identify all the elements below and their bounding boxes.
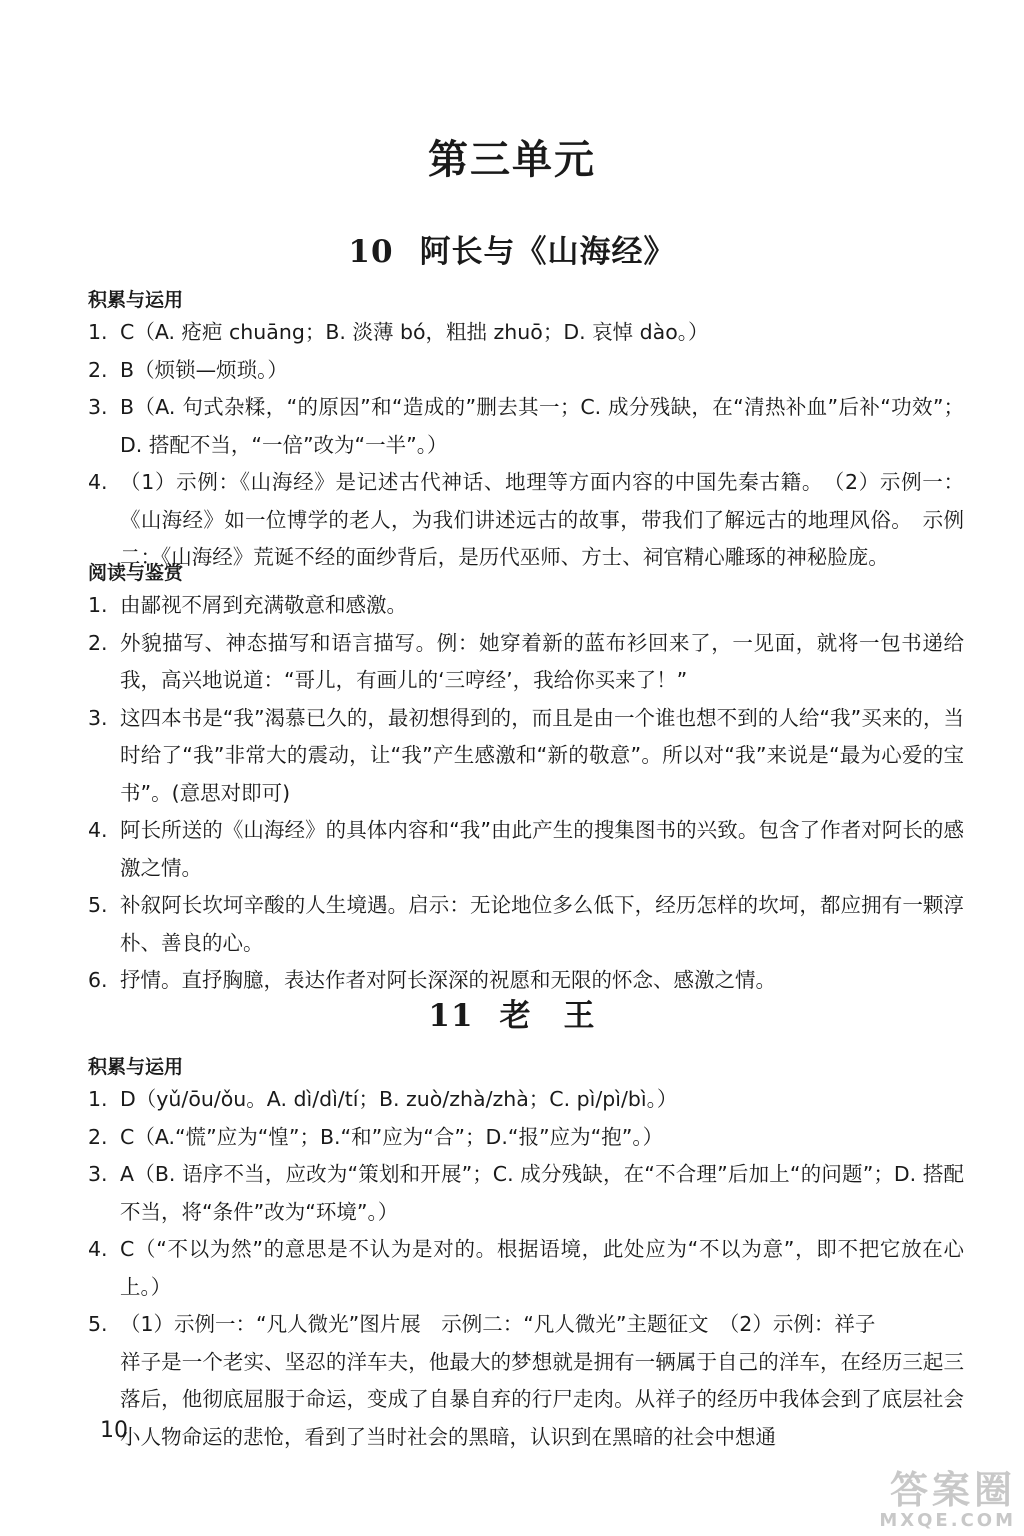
answer-number: 4. — [88, 470, 108, 494]
section-heading: 阅读与鉴赏 — [88, 562, 184, 584]
page-number: 10 — [100, 1418, 128, 1443]
section-heading: 积累与运用 — [88, 1056, 184, 1078]
answer-text: B（A. 句式杂糅，“的原因”和“造成的”删去其一；C. 成分残缺，在“清热补血”后补“功效”；D. 搭配不当，“一倍”改为“一半”。） — [120, 395, 964, 457]
lesson-11-section-accumulation — [88, 1053, 964, 1456]
lesson-10-section-accumulation — [88, 286, 964, 577]
answer-number: 4. — [88, 1237, 108, 1261]
answer-text: 阿长所送的《山海经》的具体内容和“我”由此产生的搜集图书的兴致。包含了作者对阿长的感激之情。 — [120, 818, 964, 880]
answer-item — [88, 1306, 964, 1456]
answer-number: 3. — [88, 1162, 108, 1186]
answer-text: C（“不以为然”的意思是不认为是对的。根据语境，此处应为“不以为意”，即不把它放在心上。） — [120, 1237, 964, 1299]
answer-item — [88, 700, 964, 813]
answer-item — [88, 1119, 964, 1157]
answer-number: 1. — [88, 1087, 108, 1111]
lesson-11-number: 11 — [428, 998, 474, 1034]
answer-text: C（A.“慌”应为“惶”；B.“和”应为“合”；D.“报”应为“抱”。） — [120, 1124, 664, 1149]
answer-item — [88, 1081, 964, 1119]
answer-text: 这四本书是“我”渴慕已久的，最初想得到的，而且是由一个谁也想不到的人给“我”买来的，当时给了“我”非常大的震动，让“我”产生感激和“新的敬意”。所以对“我”来说是“最为心爱的宝书”。(意思对即可) — [120, 705, 964, 805]
answer-number: 1. — [88, 593, 108, 617]
answer-item — [88, 314, 964, 352]
answer-list — [88, 587, 964, 1000]
unit-title: 第三单元 — [428, 136, 596, 183]
watermark-url: MXQE.COM — [879, 1510, 1016, 1531]
answer-text: B（烦锁—烦琐。） — [120, 357, 288, 382]
answer-item — [88, 389, 964, 464]
answer-text: （1）示例一：“凡人微光”图片展 示例二：“凡人微光”主题征文 （2）示例：祥子 祥子是一个老实、坚忍的洋车夫，他最大的梦想就是拥有一辆属于自己的洋车，在经历三起三落后，他彻底屈服于命运，变成了自暴自弃的行尸走肉。从祥子的经历中我体会到了底层社会小人物命运的悲怆，看到了当时社会的黑暗，认识到在黑暗的社会中想通 — [120, 1312, 964, 1449]
answer-text: 外貌描写、神态描写和语言描写。例：她穿着新的蓝布衫回来了，一见面，就将一包书递给我，高兴地说道：“哥儿，有画儿的‘三哼经’，我给你买来了！” — [120, 630, 964, 692]
section-heading: 积累与运用 — [88, 289, 184, 311]
answer-number: 4. — [88, 818, 108, 842]
answer-number: 5. — [88, 1312, 108, 1336]
answer-text: （1）示例：《山海经》是记述古代神话、地理等方面内容的中国先秦古籍。 （2）示例一：《山海经》如一位博学的老人，为我们讲述远古的故事，带我们了解远古的地理风俗。 示例二：《山海经》荒诞不经的面纱背后，是历代巫师、方士、祠官精心雕琢的神秘脸庞。 — [120, 470, 964, 569]
answer-list — [88, 314, 964, 577]
answer-text: D（yǔ/ōu/ǒu。A. dì/dì/tí；B. zuò/zhà/zhà；C. pì/pì/bì。） — [120, 1087, 678, 1111]
answer-number: 2. — [88, 1124, 108, 1149]
answer-item — [88, 352, 964, 390]
lesson-11-name: 老 王 — [499, 998, 596, 1034]
answer-list — [88, 1081, 964, 1456]
answer-number: 2. — [88, 630, 108, 655]
lesson-10-title — [0, 226, 1024, 271]
lesson-10-name: 阿长与《山海经》 — [419, 234, 676, 270]
answer-text: 抒情。直抒胸臆，表达作者对阿长深深的祝愿和无限的怀念、感激之情。 — [120, 968, 776, 992]
watermark-logo — [836, 1470, 1016, 1530]
answer-number: 3. — [88, 705, 108, 730]
watermark-text: 答案圈 — [889, 1468, 1016, 1512]
answer-text: 由鄙视不屑到充满敬意和感激。 — [120, 593, 407, 617]
answer-number: 5. — [88, 893, 108, 917]
answer-item — [88, 587, 964, 625]
answer-number: 2. — [88, 357, 108, 382]
answer-text: A（B. 语序不当，应改为“策划和开展”；C. 成分残缺，在“不合理”后加上“的问题”；D. 搭配不当，将“条件”改为“环境”。） — [120, 1162, 964, 1224]
answer-number: 3. — [88, 395, 108, 419]
answer-item — [88, 887, 964, 962]
lesson-10-section-reading — [88, 559, 964, 1000]
answer-number: 6. — [88, 968, 108, 992]
answer-item — [88, 1156, 964, 1231]
lesson-10-number: 10 — [348, 234, 394, 270]
answer-text: 补叙阿长坎坷辛酸的人生境遇。启示：无论地位多么低下，经历怎样的坎坷，都应拥有一颗淳朴、善良的心。 — [120, 893, 964, 955]
answer-text: C（A. 疮疤 chuāng；B. 淡薄 bó，粗拙 zhuō；D. 哀悼 dào。） — [120, 320, 709, 344]
answer-item — [88, 1231, 964, 1306]
answer-number: 1. — [88, 320, 108, 344]
answer-item — [88, 812, 964, 887]
answer-item — [88, 625, 964, 700]
lesson-11-title — [0, 990, 1024, 1035]
